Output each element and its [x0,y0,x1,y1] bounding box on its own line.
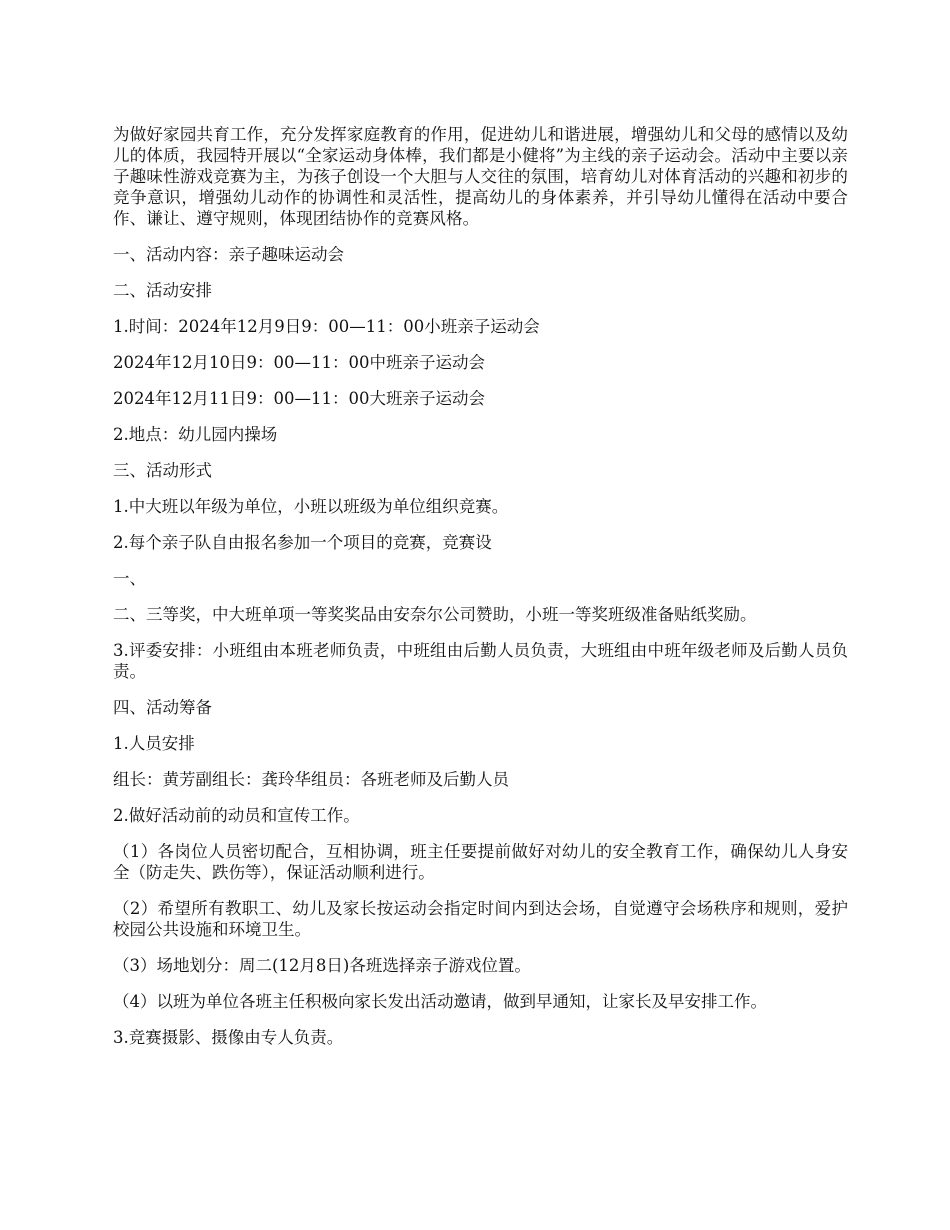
mobilization-item-3: （3）场地划分：周二(12月8日)各班选择亲子游戏位置。 [113,956,531,975]
form-item-1: 1.中大班以年级为单位，小班以班级为单位组织竞赛。 [113,497,509,516]
section-activity-content: 一、活动内容：亲子趣味运动会 [113,245,344,264]
staff-arrangement-heading: 1.人员安排 [113,734,195,753]
mobilization-item-4: （4）以班为单位各班主任积极向家长发出活动邀请，做到早通知，让家长及早安排工作。 [113,992,767,1011]
intro-paragraph: 为做好家园共育工作，充分发挥家庭教育的作用，促进幼儿和谐进展，增强幼儿和父母的感情以及幼儿的体质，我园特开展以“全家运动身体棒，我们都是小健将”为主线的亲子运动会。活动中主要以亲子趣味性游戏竞赛为主，为孩子创设一个大胆与人交往的氛围，培育幼儿对体育活动的兴趣和初步的竞争意识，增强幼儿动作的协调性和灵活性，提高幼儿的身体素养，并引导幼儿懂得在活动中要合作、谦让、遵守规则，体现团结协作的竞赛风格。 [113,125,848,228]
mobilization-item-1: （1）各岗位人员密切配合，互相协调，班主任要提前做好对幼儿的安全教育工作，确保幼儿人身安全（防走失、跌伤等），保证活动顺利进行。 [113,842,848,882]
form-item-2: 2.每个亲子队自由报名参加一个项目的竞赛，竞赛设 [113,533,492,552]
location-line: 2.地点：幼儿园内操场 [113,425,278,444]
section-activity-form: 三、活动形式 [113,461,212,480]
staff-arrangement-line: 组长：黄芳副组长：龚玲华组员：各班老师及后勤人员 [113,770,509,789]
form-item-2-cont-a: 一、 [113,569,146,588]
section-activity-arrangement: 二、活动安排 [113,281,212,300]
mobilization-item-2: （2）希望所有教职工、幼儿及家长按运动会指定时间内到达会场，自觉遵守会场秩序和规则，爱护校园公共设施和环境卫生。 [113,899,848,939]
mobilization-heading: 2.做好活动前的动员和宣传工作。 [113,806,360,825]
document-page [113,124,848,1063]
photography-line: 3.竞赛摄影、摄像由专人负责。 [113,1028,344,1047]
schedule-small-class: 1.时间：2024年12月9日9：00—11：00小班亲子运动会 [113,317,540,336]
schedule-middle-class: 2024年12月10日9：00—11：00中班亲子运动会 [113,353,485,372]
schedule-large-class: 2024年12月11日9：00—11：00大班亲子运动会 [113,389,485,408]
section-preparation: 四、活动筹备 [113,698,212,717]
judges-arrangement: 3.评委安排：小班组由本班老师负责，中班组由后勤人员负责，大班组由中班年级老师及后勤人员负责。 [113,641,848,681]
form-item-2-cont-b: 二、三等奖，中大班单项一等奖奖品由安奈尔公司赞助，小班一等奖班级准备贴纸奖励。 [113,605,757,624]
